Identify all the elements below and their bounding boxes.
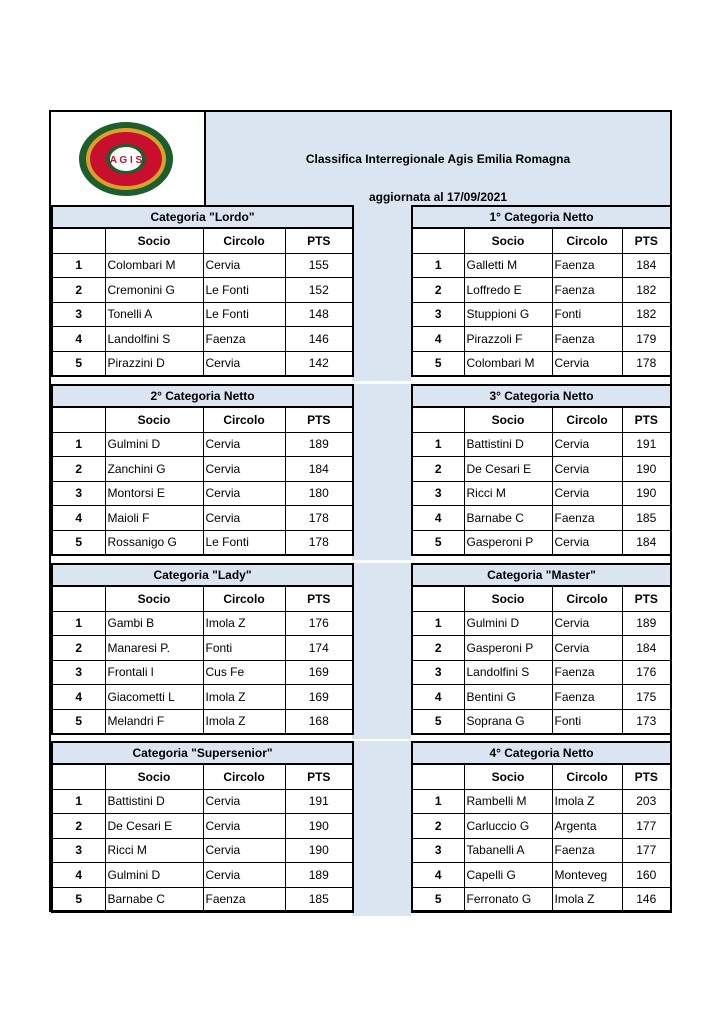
position-cell: 3 [412,302,464,327]
member-name: Ricci M [105,838,203,863]
member-name: Capelli G [464,863,552,888]
points-cell: 178 [285,506,353,531]
member-name: Colombari M [464,351,552,376]
position-cell: 3 [412,838,464,863]
member-name: Soprana G [464,709,552,734]
club-name: Imola Z [203,709,285,734]
member-name: Gulmini D [105,863,203,888]
category-title: Categoria "Lady" [52,564,353,586]
position-cell: 3 [412,660,464,685]
socio-header: Socio [105,228,203,253]
circolo-header: Circolo [203,407,285,432]
section-spacer [352,205,411,381]
points-cell: 189 [285,863,353,888]
club-name: Cervia [203,457,285,482]
socio-header: Socio [464,228,552,253]
table-row [52,457,353,482]
table-row [52,636,353,661]
club-name: Imola Z [203,685,285,710]
club-name: Imola Z [552,887,622,912]
pts-header: PTS [285,764,353,789]
member-name: Battistini D [105,789,203,814]
circolo-header: Circolo [552,764,622,789]
position-cell: 2 [52,636,105,661]
club-name: Cervia [552,351,622,376]
table-row [412,887,671,912]
table-row [52,278,353,303]
member-name: De Cesari E [464,457,552,482]
table-row [412,302,671,327]
position-cell: 2 [52,814,105,839]
socio-header: Socio [464,764,552,789]
circolo-header: Circolo [552,586,622,611]
club-name: Fonti [552,709,622,734]
points-cell: 190 [285,814,353,839]
member-name: Tabanelli A [464,838,552,863]
table-row [412,838,671,863]
logo-cell [51,112,206,205]
category-title: Categoria "Supersenior" [52,742,353,764]
table-row [52,481,353,506]
logo-letters: A G I S [109,155,143,166]
page-title: Classifica Interregionale Agis Emilia Romagna [305,152,571,166]
points-cell: 148 [285,302,353,327]
pts-header: PTS [622,407,671,432]
position-cell: 4 [52,327,105,352]
points-cell: 168 [285,709,353,734]
section-spacer [352,384,411,560]
position-cell: 5 [52,709,105,734]
circolo-header: Circolo [552,228,622,253]
points-cell: 146 [285,327,353,352]
points-cell: 169 [285,660,353,685]
position-cell: 2 [412,457,464,482]
member-name: Ferronato G [464,887,552,912]
position-cell: 1 [52,432,105,457]
club-name: Cervia [552,432,622,457]
club-name: Cervia [552,530,622,555]
table-row [412,789,671,814]
position-cell: 5 [412,887,464,912]
club-name: Cervia [203,838,285,863]
member-name: Maioli F [105,506,203,531]
points-cell: 177 [622,814,671,839]
category-title: Categoria "Master" [412,564,671,586]
section-spacer [352,563,411,739]
member-name: Rossanigo G [105,530,203,555]
table-row [412,278,671,303]
table-row [412,506,671,531]
club-name: Faenza [552,660,622,685]
club-name: Imola Z [552,789,622,814]
points-cell: 184 [622,253,671,278]
club-name: Monteveg [552,863,622,888]
position-cell: 5 [52,887,105,912]
points-cell: 189 [622,611,671,636]
circolo-header: Circolo [203,764,285,789]
table-row [412,863,671,888]
position-cell: 5 [412,709,464,734]
category-table [411,205,670,377]
club-name: Faenza [552,506,622,531]
category-table [51,563,352,735]
category-table [51,741,352,913]
table-row [412,636,671,661]
position-cell: 3 [412,481,464,506]
club-name: Le Fonti [203,530,285,555]
circolo-header: Circolo [203,586,285,611]
member-name: Gulmini D [105,432,203,457]
table-row [52,838,353,863]
points-cell: 185 [622,506,671,531]
club-name: Faenza [552,838,622,863]
position-cell: 1 [412,611,464,636]
table-row [52,327,353,352]
table-row [412,814,671,839]
socio-header: Socio [105,407,203,432]
points-cell: 152 [285,278,353,303]
position-cell: 3 [52,302,105,327]
club-name: Cervia [203,253,285,278]
points-cell: 184 [622,530,671,555]
points-cell: 177 [622,838,671,863]
points-cell: 184 [622,636,671,661]
section-spacer [352,741,411,916]
position-cell: 1 [412,789,464,814]
club-name: Faenza [552,327,622,352]
pts-header: PTS [622,586,671,611]
table-row [412,530,671,555]
position-header [412,764,464,789]
table-row [412,611,671,636]
points-cell: 191 [285,789,353,814]
points-cell: 203 [622,789,671,814]
points-cell: 179 [622,327,671,352]
member-name: Tonelli A [105,302,203,327]
title-cell [206,112,670,205]
ranking-sheet [49,110,672,912]
table-row [52,685,353,710]
member-name: Frontali l [105,660,203,685]
club-name: Cervia [203,432,285,457]
agis-logo [76,120,176,198]
pts-header: PTS [285,228,353,253]
position-cell: 5 [52,351,105,376]
position-cell: 5 [412,530,464,555]
category-title: 3° Categoria Netto [412,385,671,407]
member-name: De Cesari E [105,814,203,839]
table-row [52,709,353,734]
position-cell: 3 [52,838,105,863]
points-cell: 180 [285,481,353,506]
member-name: Gambi B [105,611,203,636]
member-name: Pirazzini D [105,351,203,376]
position-cell: 4 [412,327,464,352]
club-name: Imola Z [203,611,285,636]
points-cell: 190 [622,481,671,506]
position-header [52,764,105,789]
club-name: Cervia [203,814,285,839]
pts-header: PTS [285,407,353,432]
position-cell: 2 [52,457,105,482]
points-cell: 178 [622,351,671,376]
position-cell: 4 [52,506,105,531]
points-cell: 169 [285,685,353,710]
points-cell: 173 [622,709,671,734]
member-name: Melandri F [105,709,203,734]
position-cell: 4 [52,685,105,710]
points-cell: 178 [285,530,353,555]
table-row [52,253,353,278]
position-cell: 4 [412,863,464,888]
points-cell: 190 [285,838,353,863]
position-cell: 4 [52,863,105,888]
member-name: Cremonini G [105,278,203,303]
table-row [412,253,671,278]
points-cell: 176 [285,611,353,636]
member-name: Zanchini G [105,457,203,482]
table-row [412,660,671,685]
table-row [52,887,353,912]
club-name: Cervia [552,457,622,482]
club-name: Faenza [552,685,622,710]
member-name: Loffredo E [464,278,552,303]
position-cell: 2 [412,636,464,661]
sheet-header [51,112,670,207]
socio-header: Socio [464,407,552,432]
club-name: Cervia [203,506,285,531]
table-row [52,611,353,636]
club-name: Faenza [203,887,285,912]
table-row [412,327,671,352]
position-cell: 1 [52,253,105,278]
category-table [51,384,352,556]
category-title: 1° Categoria Netto [412,206,671,228]
table-row [412,685,671,710]
points-cell: 190 [622,457,671,482]
member-name: Montorsi E [105,481,203,506]
member-name: Battistini D [464,432,552,457]
member-name: Gulmini D [464,611,552,636]
points-cell: 155 [285,253,353,278]
position-cell: 1 [412,253,464,278]
position-cell: 5 [52,530,105,555]
table-row [52,351,353,376]
member-name: Manaresi P. [105,636,203,661]
category-title: Categoria "Lordo" [52,206,353,228]
table-row [52,506,353,531]
table-row [412,351,671,376]
member-name: Landolfini S [105,327,203,352]
category-table [51,205,352,377]
position-header [412,586,464,611]
points-cell: 185 [285,887,353,912]
member-name: Carluccio G [464,814,552,839]
position-header [412,228,464,253]
club-name: Fonti [203,636,285,661]
position-header [52,228,105,253]
table-row [52,863,353,888]
club-name: Faenza [203,327,285,352]
table-row [412,481,671,506]
position-cell: 2 [52,278,105,303]
position-cell: 1 [52,611,105,636]
points-cell: 184 [285,457,353,482]
category-table [411,384,670,556]
club-name: Cus Fe [203,660,285,685]
points-cell: 191 [622,432,671,457]
member-name: Barnabe C [464,506,552,531]
club-name: Le Fonti [203,302,285,327]
position-cell: 2 [412,814,464,839]
category-title: 2° Categoria Netto [52,385,353,407]
table-row [52,789,353,814]
member-name: Gasperoni P [464,530,552,555]
member-name: Landolfini S [464,660,552,685]
position-cell: 3 [52,660,105,685]
table-row [52,432,353,457]
table-row [52,302,353,327]
position-header [52,586,105,611]
member-name: Stuppioni G [464,302,552,327]
club-name: Le Fonti [203,278,285,303]
club-name: Faenza [552,253,622,278]
position-cell: 4 [412,685,464,710]
table-row [412,709,671,734]
club-name: Argenta [552,814,622,839]
table-row [412,432,671,457]
club-name: Cervia [203,789,285,814]
points-cell: 189 [285,432,353,457]
points-cell: 182 [622,302,671,327]
club-name: Faenza [552,278,622,303]
update-date: aggiornata al 17/09/2021 [368,190,508,204]
club-name: Cervia [552,636,622,661]
category-title: 4° Categoria Netto [412,742,671,764]
member-name: Barnabe C [105,887,203,912]
position-cell: 4 [412,506,464,531]
club-name: Cervia [552,611,622,636]
category-table [411,563,670,735]
club-name: Cervia [203,863,285,888]
category-table [411,741,670,913]
club-name: Fonti [552,302,622,327]
position-cell: 1 [412,432,464,457]
points-cell: 176 [622,660,671,685]
table-row [52,814,353,839]
member-name: Pirazzoli F [464,327,552,352]
position-header [412,407,464,432]
club-name: Cervia [203,481,285,506]
club-name: Cervia [203,351,285,376]
points-cell: 146 [622,887,671,912]
member-name: Giacometti L [105,685,203,710]
position-cell: 1 [52,789,105,814]
position-header [52,407,105,432]
points-cell: 142 [285,351,353,376]
points-cell: 182 [622,278,671,303]
socio-header: Socio [105,586,203,611]
socio-header: Socio [464,586,552,611]
circolo-header: Circolo [552,407,622,432]
points-cell: 160 [622,863,671,888]
circolo-header: Circolo [203,228,285,253]
member-name: Colombari M [105,253,203,278]
member-name: Ricci M [464,481,552,506]
points-cell: 175 [622,685,671,710]
position-cell: 2 [412,278,464,303]
club-name: Cervia [552,481,622,506]
table-row [52,530,353,555]
member-name: Bentini G [464,685,552,710]
pts-header: PTS [622,228,671,253]
position-cell: 3 [52,481,105,506]
pts-header: PTS [622,764,671,789]
points-cell: 174 [285,636,353,661]
table-row [412,457,671,482]
position-cell: 5 [412,351,464,376]
member-name: Gasperoni P [464,636,552,661]
pts-header: PTS [285,586,353,611]
member-name: Rambelli M [464,789,552,814]
socio-header: Socio [105,764,203,789]
member-name: Galletti M [464,253,552,278]
table-row [52,660,353,685]
